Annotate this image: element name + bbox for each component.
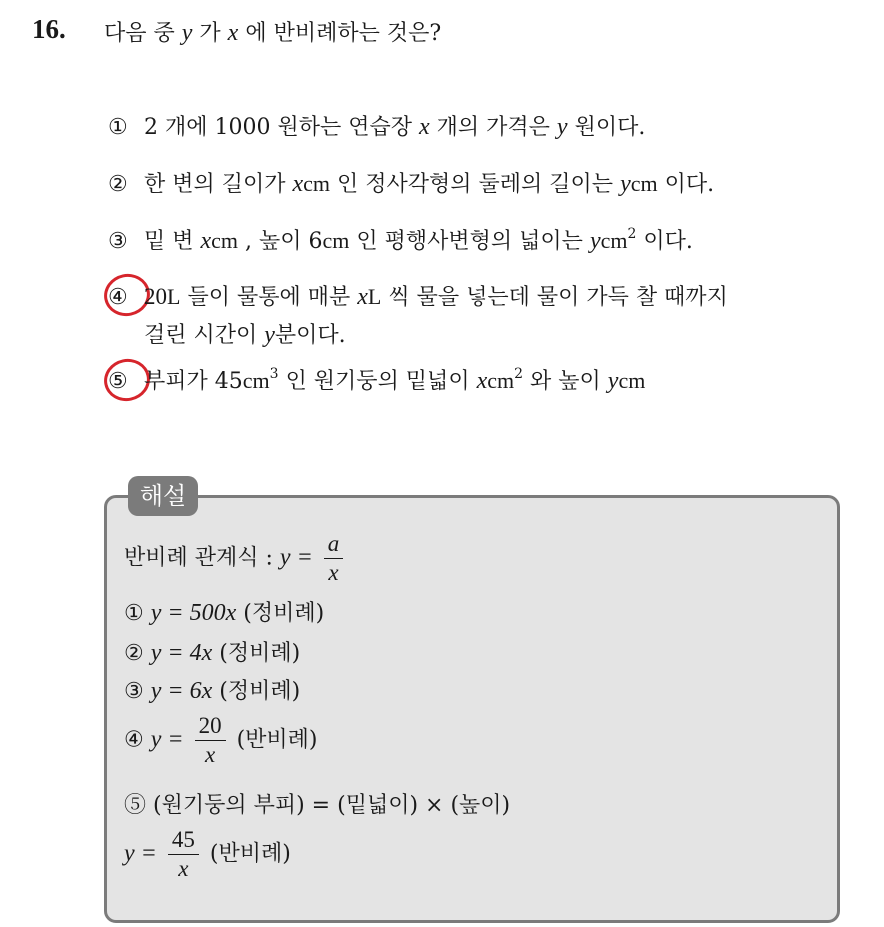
solution-tag: 해설 xyxy=(128,476,198,516)
fraction-20-over-x: $\frac{20}{x}$ xyxy=(195,712,226,769)
question-number: 16. xyxy=(32,14,66,44)
solution-line-6: y = $\frac{45}{x}$ (반비례) xyxy=(124,827,291,881)
fraction-45-over-x: $\frac{45}{x}$ xyxy=(168,826,199,883)
solution-line-3: ③ y = 6x (정비례) xyxy=(124,678,301,704)
option-5[interactable]: ⑤ 부피가 $45cm^3$ 인 원기둥의 밑넓이 xcm$^2$ 와 높이 ycm xyxy=(108,366,646,394)
option-1[interactable]: ① 2 개에 1000 원하는 연습장 x 개의 가격은 y 원이다. xyxy=(108,114,646,140)
option-4[interactable]: ④ 20L 들이 물통에 매분 xL 씩 물을 넣는데 물이 가득 찰 때까지 xyxy=(108,284,728,310)
solution-line-4: ④ y = $\frac{20}{x}$ (반비례) xyxy=(124,713,318,767)
option-3[interactable]: ③ 밑 변 xcm , 높이 6cm 인 평행사변형의 넓이는 ycm$^2$ 이다. xyxy=(108,226,693,254)
option-5-marker: ⑤ xyxy=(108,369,128,394)
option-1-marker: ① xyxy=(108,115,128,140)
solution-line-5: ⑤ (원기둥의 부피) = (밑넓이) × (높이) xyxy=(124,793,511,818)
solution-line-1: ① y = 500x (정비례) xyxy=(124,600,325,626)
solution-line-2: ② y = 4x (정비례) xyxy=(124,640,301,666)
relation-line: 반비례 관계식 : y = $\frac{a}{x}$ xyxy=(124,530,347,587)
option-2-marker: ② xyxy=(108,172,128,197)
relation-fraction: $\frac{a}{x}$ xyxy=(324,530,344,587)
question-text: 다음 중 y 가 x 에 반비례하는 것은? xyxy=(104,20,442,46)
option-3-marker: ③ xyxy=(108,229,128,254)
option-2[interactable]: ② 한 변의 길이가 xcm 인 정사각형의 둘레의 길이는 ycm 이다. xyxy=(108,171,715,197)
option-4-marker: ④ xyxy=(108,285,128,310)
option-4-line-2: 걸린 시간이 y분이다. xyxy=(144,322,346,348)
